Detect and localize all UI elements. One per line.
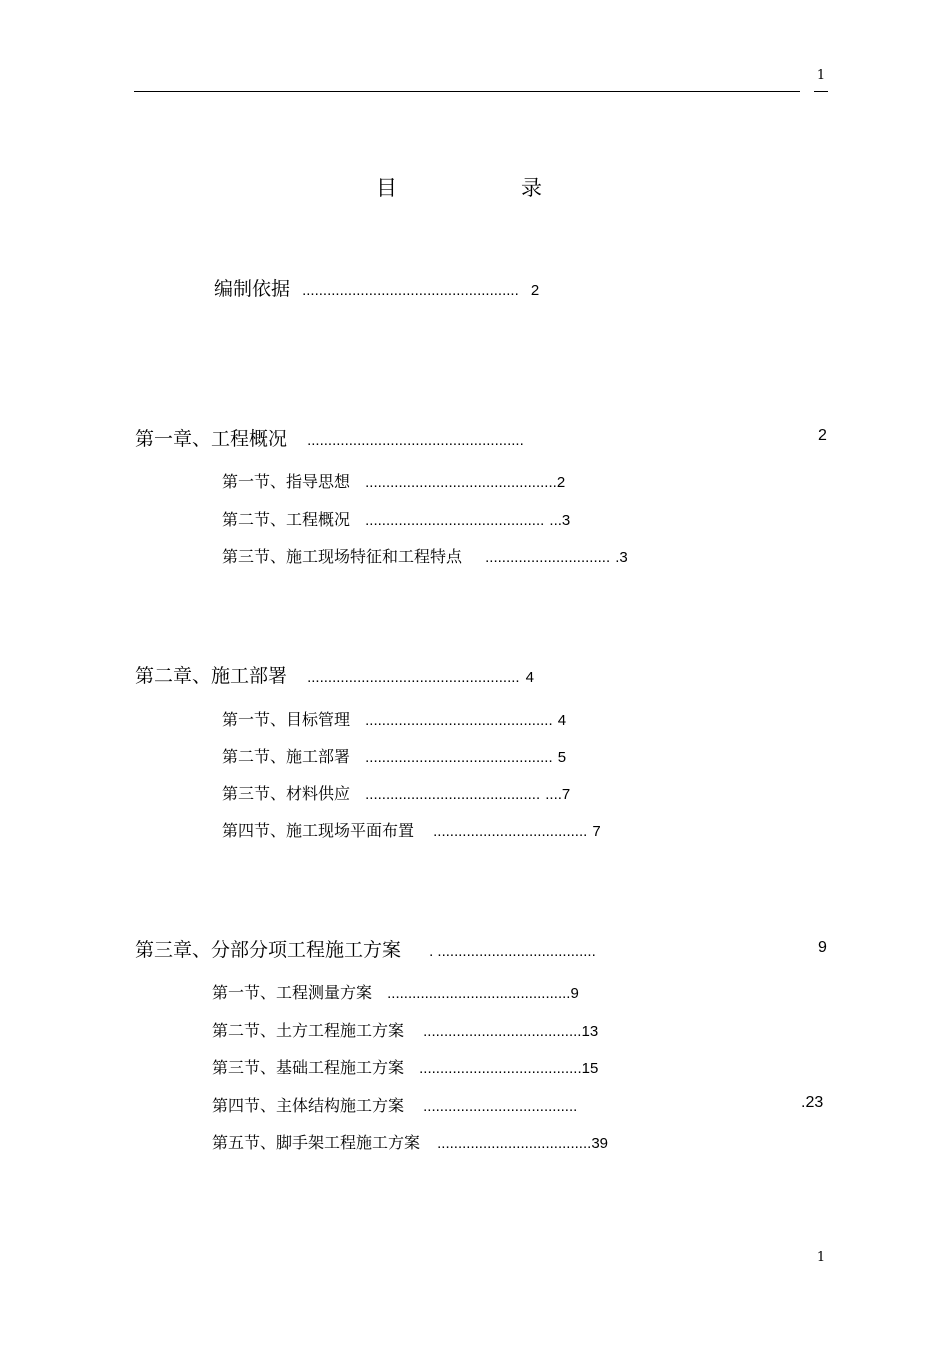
toc-leader-dots: ................................................... [307,669,520,686]
toc-section[interactable] [222,707,566,730]
toc-leader-dots: .......................................... [365,786,541,803]
toc-chapter-label: 第一章、工程概况 [135,428,288,450]
toc-leader-dots: .................................................... [302,282,519,299]
toc-leader-dots: .................................................... [307,432,524,449]
toc-leader-dots: ..................................... [423,1098,578,1115]
toc-page-number: ...3 [549,512,571,529]
toc-section-label: 第一节、指导思想 [222,472,351,491]
toc-page-number: ....7 [545,786,571,803]
toc-section[interactable] [212,1130,608,1153]
toc-chapter-page-number: 2 [818,427,827,444]
toc-section-label: 第三节、材料供应 [222,784,351,803]
toc-section[interactable] [212,980,579,1003]
toc-section[interactable] [212,1055,598,1078]
toc-chapter-label: 第三章、分部分项工程施工方案 [135,939,402,961]
toc-page-number: 5 [557,749,567,766]
toc-leader-dots: ........................................... [365,512,545,529]
toc-page-number: .3 [615,549,628,566]
toc-chapter-2[interactable] [135,661,534,688]
toc-chapter-1[interactable] [135,424,524,451]
toc-title-part1: 目 [376,176,397,200]
header-page-rule [814,91,828,92]
toc-page-number: 9 [570,985,579,1002]
toc-page-number: 39 [591,1135,608,1152]
footer-page-number: 1 [816,1250,826,1265]
toc-section-page-number: .23 [801,1094,824,1111]
toc-leader-dots: .............................................. [365,474,557,491]
toc-page-number: 15 [581,1060,599,1077]
toc-leader-dots: ..................................... [433,823,588,840]
toc-section[interactable] [222,544,628,567]
toc-leader-dots: ............................................. [365,712,553,729]
toc-page-number: 2 [556,474,566,491]
toc-section-label: 第一节、工程测量方案 [212,983,373,1002]
toc-section[interactable] [222,744,566,767]
toc-chapter-label: 第二章、施工部署 [135,665,288,687]
toc-section[interactable] [222,507,570,530]
toc-leader-dots: ............................................. [365,749,553,766]
toc-section-label: 第四节、施工现场平面布置 [222,821,415,840]
toc-section-label: 第二节、土方工程施工方案 [212,1021,405,1040]
toc-leader-dots: ..................................... [437,1135,592,1152]
toc-leader-dots: ....................................... [419,1060,582,1077]
toc-leader-dots: . ...................................... [429,943,596,960]
toc-page-number: 4 [525,669,534,686]
toc-section[interactable] [212,1018,598,1041]
toc-section-label: 第四节、主体结构施工方案 [212,1096,405,1115]
toc-section[interactable] [222,781,570,804]
toc-section[interactable] [212,1093,577,1116]
toc-section-label: 第五节、脚手架工程施工方案 [212,1133,421,1152]
toc-chapter-page-number: 9 [818,939,827,956]
toc-section-label: 第三节、基础工程施工方案 [212,1058,405,1077]
header-rule [134,91,800,92]
toc-title-part2: 录 [521,176,542,200]
toc-section[interactable] [222,818,601,841]
toc-page-number: 4 [557,712,567,729]
toc-page-number: 2 [530,282,540,299]
toc-page-number: 7 [592,823,601,840]
toc-section-label: 第三节、施工现场特征和工程特点 [222,547,463,566]
toc-chapter-3[interactable] [135,935,596,962]
toc-leader-dots: ...................................... [423,1023,582,1040]
toc-page-number: 13 [581,1023,599,1040]
toc-section-label: 第二节、工程概况 [222,510,351,529]
toc-leader-dots: ............................................ [387,985,571,1002]
toc-entry-label: 编制依据 [214,278,291,300]
toc-section[interactable] [222,469,565,492]
toc-leader-dots: .............................. [485,549,611,566]
toc-section-label: 第一节、目标管理 [222,710,351,729]
toc-entry-intro[interactable] [214,274,539,301]
toc-section-label: 第二节、施工部署 [222,747,351,766]
header-page-number: 1 [816,68,826,83]
